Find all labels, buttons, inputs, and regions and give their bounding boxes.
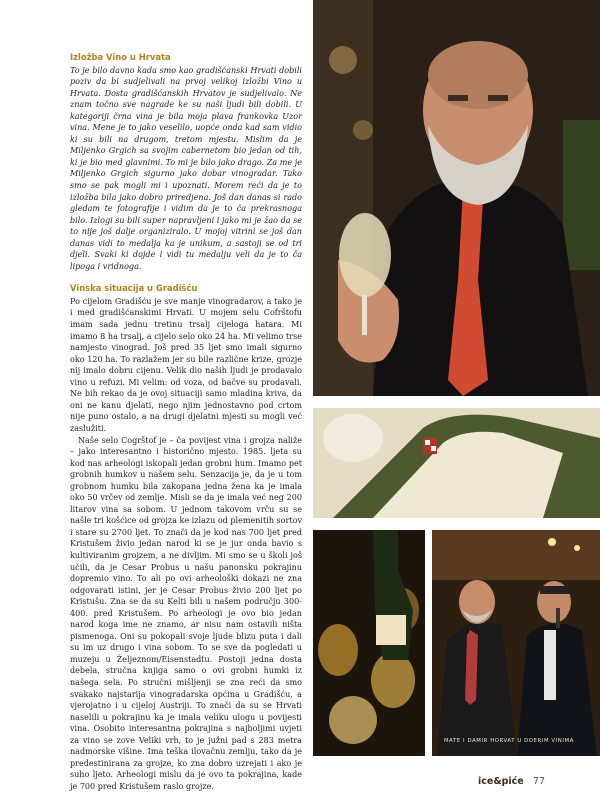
section-title-wine-situation: Vinska situacija u Gradišću bbox=[70, 283, 198, 294]
article-text-column bbox=[70, 52, 302, 792]
magazine-logo: ice&piće bbox=[478, 776, 524, 787]
photo-caption: MATE I DAMIR HORVAT U DOERIM VINIMA bbox=[444, 738, 574, 744]
glasses-illustration bbox=[313, 530, 425, 756]
wine-situation-paragraph-1: Po cijelom Gradišću je sve manje vinogradarov, a tako je i med gradišćanskimi Hrvati. U mojem selu Cofrštofu imam sada jednu tretinu trsalj cijeloga hatara. Mi imamo 8 ha trsalj, a cijelo selo oko 24 ha. Mi velimo trse namjesto vinograd. Još pred 35 ljet smo imali sigurno oko 120 ha. To razlažem jer su bile različne krize, grozje nij imalo dobru cijenu. Velik dio naših ljudi je prodavalo vino u refuzi. Mi velim: od voza, od bačve su prodavali. Ne bih rekao da je ovoj situaciji samo mladina kriva, da oni ne kanu djelati, nego njim jednostavno pod crtom nije puno ostalo, a na drugi djelatni mjesti su mogli već zaslužiti. bbox=[70, 296, 302, 433]
section-title-exhibition: Izložba Vino u Hrvata bbox=[70, 52, 171, 62]
exhibition-text: To je bilo davno kada smo kao gradišćanski Hrvati dobili poziv da bi sudjelivali na prvoj velikoj izložbi Vino u Hrvata. Dosta gradišćanskih Hrvatov je sudjelivalo. Ne znam točno sve nagrade ke su naši ljudi bili dobili. U kategoriji črna vina je bila moja plava frankovka Uzor vina. Mene je to jako veselilo, uopće onda kad sam vidio ki su bili na drugom, tretom mjestu. Mislim da je Miljenko Grgich sa svojim cabernetom bio jedan od tih, ki je bio med glavnimi. To mi je bilo jako drago. Za me je Miljenko Grgich sigurno jako dobar vinogradar. Tako smo se pak mogli mi i upoznati. Morem reći da je to izložba bila jako dobro priredjena. Još dan danas si rado gledam te fotografije i vidim da je to ča prekrasnoga bilo. Izlogi su bili super napravljeni i jako mi je žao da se to nije još dalje organiziralo. U mojoj vitrini se još dan danas vidi to medalja ka je unikum, a sastoji se od tri djeli. Svaki ki dojde i vidi tu medalju veli da je to ča lipoga i vridnoga. bbox=[70, 65, 302, 271]
wine-bottle-photo bbox=[313, 408, 600, 518]
duo-illustration bbox=[432, 530, 600, 756]
page-number: 77 bbox=[533, 776, 546, 787]
bottle-illustration bbox=[313, 408, 600, 518]
wine-glasses-photo bbox=[313, 530, 425, 756]
wine-situation-paragraph-2: Naše selo Cogrštof je – ča povijest vina i grojza naliže – jako interesantno i historično mjesto. 1985. ljeta su kod nas arheologi iskopali jedan grobni hum. Imamo pet grobnih humkov u našem selu. Senzacija je, da je u tom grobnom humku bila zakopana jedna žena ka je imala oko 50 vrčev od zemlje. Misli se da je imala već neg 200 litarov vina sa sobom. U jednom takovom vrču su se našle tri košćice od grojza ke izlazu od plemenitih sortov i stare su 2700 ljet. To znači da je kod nas 700 ljet pred Kristušem živio jedan narod ki se je jur onda bavio s kultiviranim grojzem, a ne divljim. Mi smo se u školi još učili, da je Cesar Probus u našu panonsku pokrajinu dopremio vino. To ali po ovi arheološki dokazi ne zna odgovarati istini, jer je Cesar Probus živio 200 ljet po Kristušu. Zna se da su Kelti bili u našem području 300-400. pred Kristušem. Po arheologi je ovo bio jedan narod koga ime ne znamo, ar nisu nam ostavili ništa pismenoga. Oni su pokopali svoje ljude blizu puta i dali su im uz drugo i vina sobom. To se sve da pogledati u muzeju u Željeznom/Eisenstadtu. Postoji jedna dosta debela, stručna knjiga samo o ovi grobni humki iz našega sela. Po stručni mišljenji se zna reći da smo svakako najstarija vinogradarska općina u Gradišću, a vjerojatno i u cijeloj Austriji. To znači da su se Hrvati naselili u pokrajinu ka je imala veliku ulogu u povijesti vina. Osobito interesantna pokrajina s najboljimi uvjeti za vino se zove Veliki vrh, to je južni pad s 283 metra nadmorske višine. Ima teška ilovačnu zemlju, tako da je predestinirana za grojze, ko zna dobro uzrejati i ako je suho ljeto. Arheologi mislu da je ovo ta pokrajina, kade je 700 pred Kristušem raslo grojze. bbox=[70, 435, 303, 791]
portrait-photo bbox=[313, 0, 600, 396]
portrait-illustration bbox=[313, 0, 600, 396]
two-men-photo bbox=[432, 530, 600, 756]
